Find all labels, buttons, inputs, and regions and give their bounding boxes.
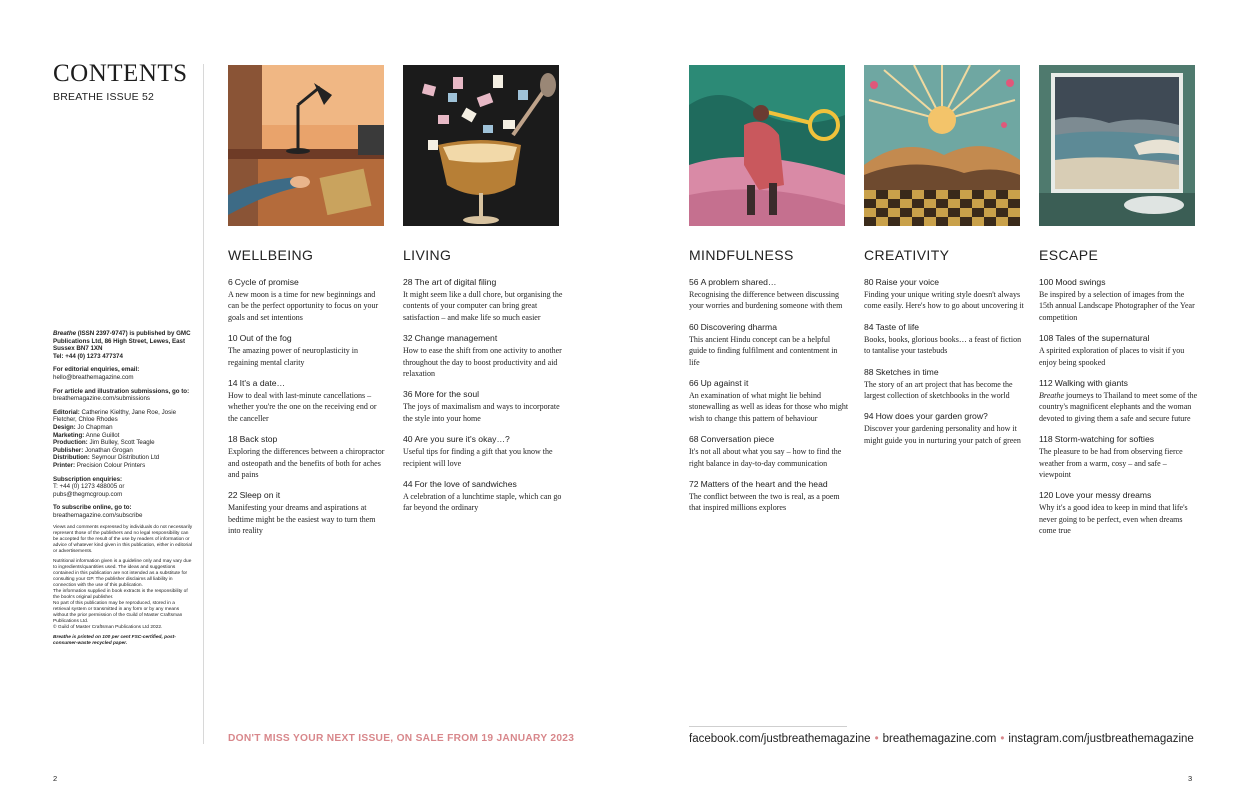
toc-entry[interactable]: [1039, 378, 1199, 424]
wellbeing-illustration: [228, 65, 384, 226]
mindfulness-illustration: [689, 65, 845, 226]
page-number: 108: [1039, 333, 1054, 344]
toc-entry-title: [228, 434, 388, 444]
toc-entry-title: [403, 434, 563, 444]
page-number: 68: [689, 434, 699, 445]
description-text: An examination of what might lie behind stonewalling as well as ideas for those who might wish to change this pattern of behaviour: [689, 391, 849, 423]
editorial-enquiries: For editorial enquiries, email: hello@breathemagazine.com: [53, 366, 140, 381]
section-wellbeing: [228, 247, 388, 547]
article-title: Mood swings: [1055, 277, 1106, 287]
toc-entry[interactable]: [689, 434, 849, 469]
section-escape: [1039, 247, 1199, 547]
disclaimer-views: Views and comments expressed by individuals do not necessarily represent those of the publishers and no legal responsibility can be accepted for the result of the use by readers of information or advice of whatever kind given in this publication, either in editorial or advertisements.: [53, 525, 193, 555]
article-description: [689, 491, 849, 514]
article-title: For the love of sandwiches: [414, 479, 517, 490]
website-link[interactable]: breathemagazine.com: [882, 733, 997, 745]
description-text: Useful tips for finding a gift that you know the recipient will love: [403, 447, 553, 468]
staff-role: Editorial:: [53, 408, 80, 416]
toc-entry[interactable]: [1039, 434, 1199, 480]
page-number: 10: [228, 333, 238, 344]
article-description: [403, 345, 563, 379]
escape-illustration: [1039, 65, 1195, 226]
description-text: A new moon is a time for new beginnings and can be the perfect opportunity to focus on your goals and set intentions: [228, 290, 379, 322]
article-description: [228, 390, 388, 424]
toc-entry[interactable]: [689, 322, 849, 368]
article-description: [403, 446, 563, 469]
article-description: [403, 401, 563, 424]
separator-dot: •: [874, 733, 879, 745]
article-title: Discovering dharma: [700, 321, 777, 332]
paper-notice: Breathe is printed on 100 per cent FSC-certified, post-consumer-waste recycled paper.: [53, 635, 176, 647]
article-title: A problem shared…: [700, 277, 777, 287]
toc-entry-title: [403, 389, 563, 399]
description-text: Why it's a good idea to keep in mind that life's never going to be perfect, even when dreams come true: [1039, 503, 1188, 536]
article-title: Sketches in time: [875, 366, 939, 377]
page-number: 72: [689, 479, 699, 490]
page-number: 66: [689, 378, 699, 389]
submissions-info: For article and illustration submissions, go to: breathemagazine.com/submissions: [53, 387, 190, 403]
article-title: Sleep on it: [239, 490, 281, 501]
page-number: 56: [689, 277, 699, 287]
article-description: [1039, 502, 1199, 536]
page-title: CONTENTS: [53, 60, 188, 87]
article-description: [689, 289, 849, 312]
page-number: 40: [403, 434, 413, 445]
article-description: [228, 502, 388, 536]
toc-entry[interactable]: [403, 434, 563, 469]
toc-entry-title: [403, 333, 563, 343]
article-description: [689, 446, 849, 469]
article-description: [1039, 390, 1199, 424]
article-title: Matters of the heart and the head: [700, 479, 828, 490]
page-number-right: 3: [1188, 774, 1193, 783]
article-title: Raise your voice: [875, 277, 940, 287]
page-number: 22: [228, 490, 238, 501]
toc-entry-title: [864, 411, 1024, 421]
toc-entry[interactable]: [1039, 490, 1199, 536]
description-text: Discover your gardening personality and how it might guide you in nurturing your patch of green: [864, 424, 1021, 445]
staff-role: Printer:: [53, 461, 76, 469]
description-text: A celebration of a lunchtime staple, which can go far beyond the ordinary: [403, 492, 562, 513]
section-heading: CREATIVITY: [864, 247, 950, 263]
staff-role: Design:: [53, 423, 76, 431]
toc-entry-title: [228, 378, 388, 388]
description-text: How to ease the shift from one activity to another throughout the day to boost productivity and aid relaxation: [403, 346, 562, 379]
page-number: 118: [1039, 434, 1053, 445]
article-title: Walking with giants: [1054, 378, 1128, 389]
staff-name: Seymour Distribution Ltd: [89, 454, 160, 462]
article-title: Up against it: [700, 378, 749, 389]
living-illustration: [403, 65, 559, 226]
description-text: Finding your unique writing style doesn't always come easily. Here's how to go about uncovering it: [864, 290, 1024, 311]
staff-role: Production:: [53, 439, 88, 447]
article-title: Storm-watching for softies: [1054, 434, 1155, 445]
toc-entry-title: [403, 277, 563, 287]
article-description: [1039, 345, 1199, 368]
issue-label: BREATHE ISSUE 52: [53, 91, 155, 103]
toc-entry-title: [689, 277, 849, 287]
toc-entry[interactable]: [228, 490, 388, 536]
toc-entry[interactable]: [403, 333, 563, 379]
article-title: More for the soul: [414, 389, 480, 400]
article-description: [864, 334, 1024, 357]
toc-entry-title: [864, 322, 1024, 332]
toc-entry[interactable]: [864, 322, 1024, 357]
article-title: How does your garden grow?: [875, 411, 988, 422]
toc-entry[interactable]: [1039, 333, 1199, 368]
article-description: [1039, 289, 1199, 323]
copyright-line: © Guild of Master Craftsman Publications Ltd 2022.: [53, 625, 163, 631]
page-number: 44: [403, 479, 413, 490]
page-number-left: 2: [53, 774, 58, 783]
section-mindfulness: [689, 247, 849, 524]
article-description: [1039, 446, 1199, 480]
toc-entry-title: [403, 479, 563, 489]
toc-entry-title: [228, 490, 388, 500]
disclaimer-extracts: The information supplied in book extracts is the responsibility of the book's original publisher.: [53, 589, 188, 601]
toc-entry[interactable]: [864, 367, 1024, 402]
staff-name: Catherine Kielthy, Jane Roe, Josie Fletcher, Chloe Rhodes: [53, 408, 177, 424]
facebook-link[interactable]: facebook.com/justbreathemagazine: [689, 733, 871, 745]
description-text: Recognising the difference between discussing your worries and burdening someone with them: [689, 290, 843, 311]
toc-entry[interactable]: [689, 378, 849, 424]
staff-role: Marketing:: [53, 431, 85, 439]
toc-entry[interactable]: [689, 277, 849, 312]
page-number: 88: [864, 366, 874, 377]
disclaimer-nutrition: Nutritional information given is a guideline only and may vary due to ingredients/quantities used. The ideas and suggestions contained in this publication are not intended as a substitute for consulting your GP. The publisher disclaims all liability in connection with the use of this publication.: [53, 559, 192, 589]
staff-name: Jo Chapman: [75, 423, 113, 431]
article-description: [864, 289, 1024, 312]
page-number: 32: [403, 333, 413, 344]
staff-name: Jonathan Grogan: [83, 446, 133, 454]
article-description: [403, 491, 563, 514]
toc-entry-title: [1039, 490, 1199, 500]
article-description: [864, 379, 1024, 402]
toc-entry-title: [864, 277, 1024, 287]
article-description: [228, 345, 388, 368]
article-title: Back stop: [239, 434, 278, 445]
article-title: Conversation piece: [700, 434, 775, 445]
description-text: The amazing power of neuroplasticity in regaining mental clarity: [228, 346, 358, 367]
page-number: 112: [1039, 378, 1053, 389]
subscription-enquiries: Subscription enquiries: T: +44 (0) 1273 488005 or pubs@thegmcgroup.com: [53, 475, 125, 498]
description-text: Books, books, glorious books… a feast of fiction to tantalise your tastebuds: [864, 334, 1022, 356]
page-number: 100: [1039, 277, 1054, 287]
publisher-info: Breathe (ISSN 2397-9747) is published by GMC Publications Ltd, 86 High Street, Lewes, East Sussex BN7 1XN Tel: +44 (0) 1273 477374: [53, 330, 191, 360]
page-number: 6: [228, 277, 233, 287]
toc-entry[interactable]: [864, 411, 1024, 446]
divider: [203, 64, 204, 744]
creativity-illustration: [864, 65, 1020, 226]
description-italic: Breathe: [1039, 391, 1065, 401]
next-issue-banner: DON'T MISS YOUR NEXT ISSUE, ON SALE FROM 19 JANUARY 2023: [228, 733, 575, 744]
page-number: 80: [864, 277, 874, 287]
article-title: Tales of the supernatural: [1055, 333, 1150, 344]
section-heading: WELLBEING: [228, 247, 314, 263]
section-creativity: [864, 247, 1024, 456]
article-description: [864, 423, 1024, 446]
social-links: [689, 733, 1194, 745]
page-number: 14: [228, 378, 238, 389]
article-title: Love your messy dreams: [1055, 490, 1152, 501]
description-text: A spirited exploration of places to visit if you enjoy being spooked: [1039, 346, 1185, 367]
description-text: The conflict between the two is real, as a poem that inspired millions explores: [689, 492, 840, 513]
toc-entry[interactable]: [1039, 277, 1199, 323]
staff-name: Anne Guillot: [84, 431, 120, 439]
staff-role: Distribution:: [53, 454, 90, 462]
article-title: Are you sure it's okay…?: [414, 434, 510, 445]
toc-entry-title: [689, 322, 849, 332]
section-heading: LIVING: [403, 247, 452, 263]
staff-name: Jim Bulley, Scott Teagle: [87, 439, 155, 447]
description-text: How to deal with last-minute cancellations – whether you're the one on the receiving end or the canceller: [228, 391, 377, 423]
page-number: 120: [1039, 490, 1054, 501]
section-heading: ESCAPE: [1039, 247, 1099, 263]
toc-entry-title: [1039, 333, 1199, 343]
description-text: This ancient Hindu concept can be a helpful guide to finding fulfilment and contentment in life: [689, 334, 838, 367]
toc-entry[interactable]: [403, 277, 563, 323]
imprint: [53, 330, 193, 651]
toc-entry[interactable]: [228, 378, 388, 424]
toc-entry[interactable]: [403, 389, 563, 424]
staff-list: [53, 409, 193, 470]
description-text: journeys to Thailand to meet some of the country's magnificent elephants and the woman devoted to giving them a safe and secure future: [1039, 391, 1198, 423]
toc-entry-title: [1039, 277, 1199, 287]
description-text: Exploring the differences between a chiropractor and osteopath and the benefits of both for aches and pains: [228, 447, 385, 480]
page-number: 18: [228, 434, 238, 445]
toc-entry[interactable]: [403, 479, 563, 514]
page-number: 94: [864, 411, 874, 422]
page-number: 84: [864, 321, 874, 332]
description-text: It might seem like a dull chore, but organising the contents of your computer can bring great satisfaction – and make life so much easier: [403, 290, 563, 322]
toc-entry[interactable]: [228, 277, 388, 323]
subscribe-online: To subscribe online, go to: breathemagazine.com/subscribe: [53, 504, 143, 519]
toc-entry[interactable]: [228, 434, 388, 480]
article-title: Out of the fog: [239, 333, 292, 344]
toc-entry-title: [689, 378, 849, 388]
description-text: The joys of maximalism and ways to incorporate the style into your home: [403, 402, 560, 423]
toc-entry-title: [228, 277, 388, 287]
staff-role: Publisher:: [53, 446, 84, 454]
toc-entry-title: [864, 367, 1024, 377]
article-title: Cycle of promise: [234, 277, 299, 287]
article-description: [228, 446, 388, 480]
article-title: It's a date…: [239, 378, 286, 389]
description-text: The story of an art project that has become the largest collection of sketchbooks in the world: [864, 379, 1013, 401]
toc-entry-title: [228, 333, 388, 343]
article-title: Taste of life: [875, 321, 920, 332]
page-number: 36: [403, 389, 413, 400]
page-number: 60: [689, 321, 699, 332]
article-description: [228, 289, 388, 323]
article-title: The art of digital filing: [414, 277, 497, 287]
staff-name: Precision Colour Printers: [75, 461, 146, 469]
article-description: [403, 289, 563, 323]
toc-entry[interactable]: [228, 333, 388, 368]
article-title: Change management: [414, 333, 498, 344]
instagram-link[interactable]: instagram.com/justbreathemagazine: [1008, 733, 1194, 745]
toc-entry-title: [1039, 434, 1199, 444]
article-description: [689, 334, 849, 368]
description-text: The pleasure to be had from observing fierce weather from a warm, cosy – and safe – viewpoint: [1039, 447, 1183, 480]
separator-dot: •: [1000, 733, 1005, 745]
page-number: 28: [403, 277, 413, 287]
section-heading: MINDFULNESS: [689, 247, 794, 263]
description-text: Manifesting your dreams and aspirations at bedtime might be the easiest way to turn them into reality: [228, 503, 376, 536]
toc-entry[interactable]: [689, 479, 849, 514]
description-text: Be inspired by a selection of images from the 15th annual Landscape Photographer of the Year competition: [1039, 290, 1195, 322]
description-text: It's not all about what you say – how to find the right balance in day-to-day communication: [689, 447, 842, 468]
toc-entry[interactable]: [864, 277, 1024, 312]
toc-entry-title: [1039, 378, 1199, 388]
footer-rule: [689, 726, 847, 727]
toc-entry-title: [689, 479, 849, 489]
toc-entry-title: [689, 434, 849, 444]
copyright-notice: No part of this publication may be reproduced, stored in a retrieval system or transmitted in any form or by any means without the prior permission of the Guild of Master Craftsman Publications Ltd.: [53, 601, 183, 625]
article-description: [689, 390, 849, 424]
section-living: [403, 247, 563, 524]
